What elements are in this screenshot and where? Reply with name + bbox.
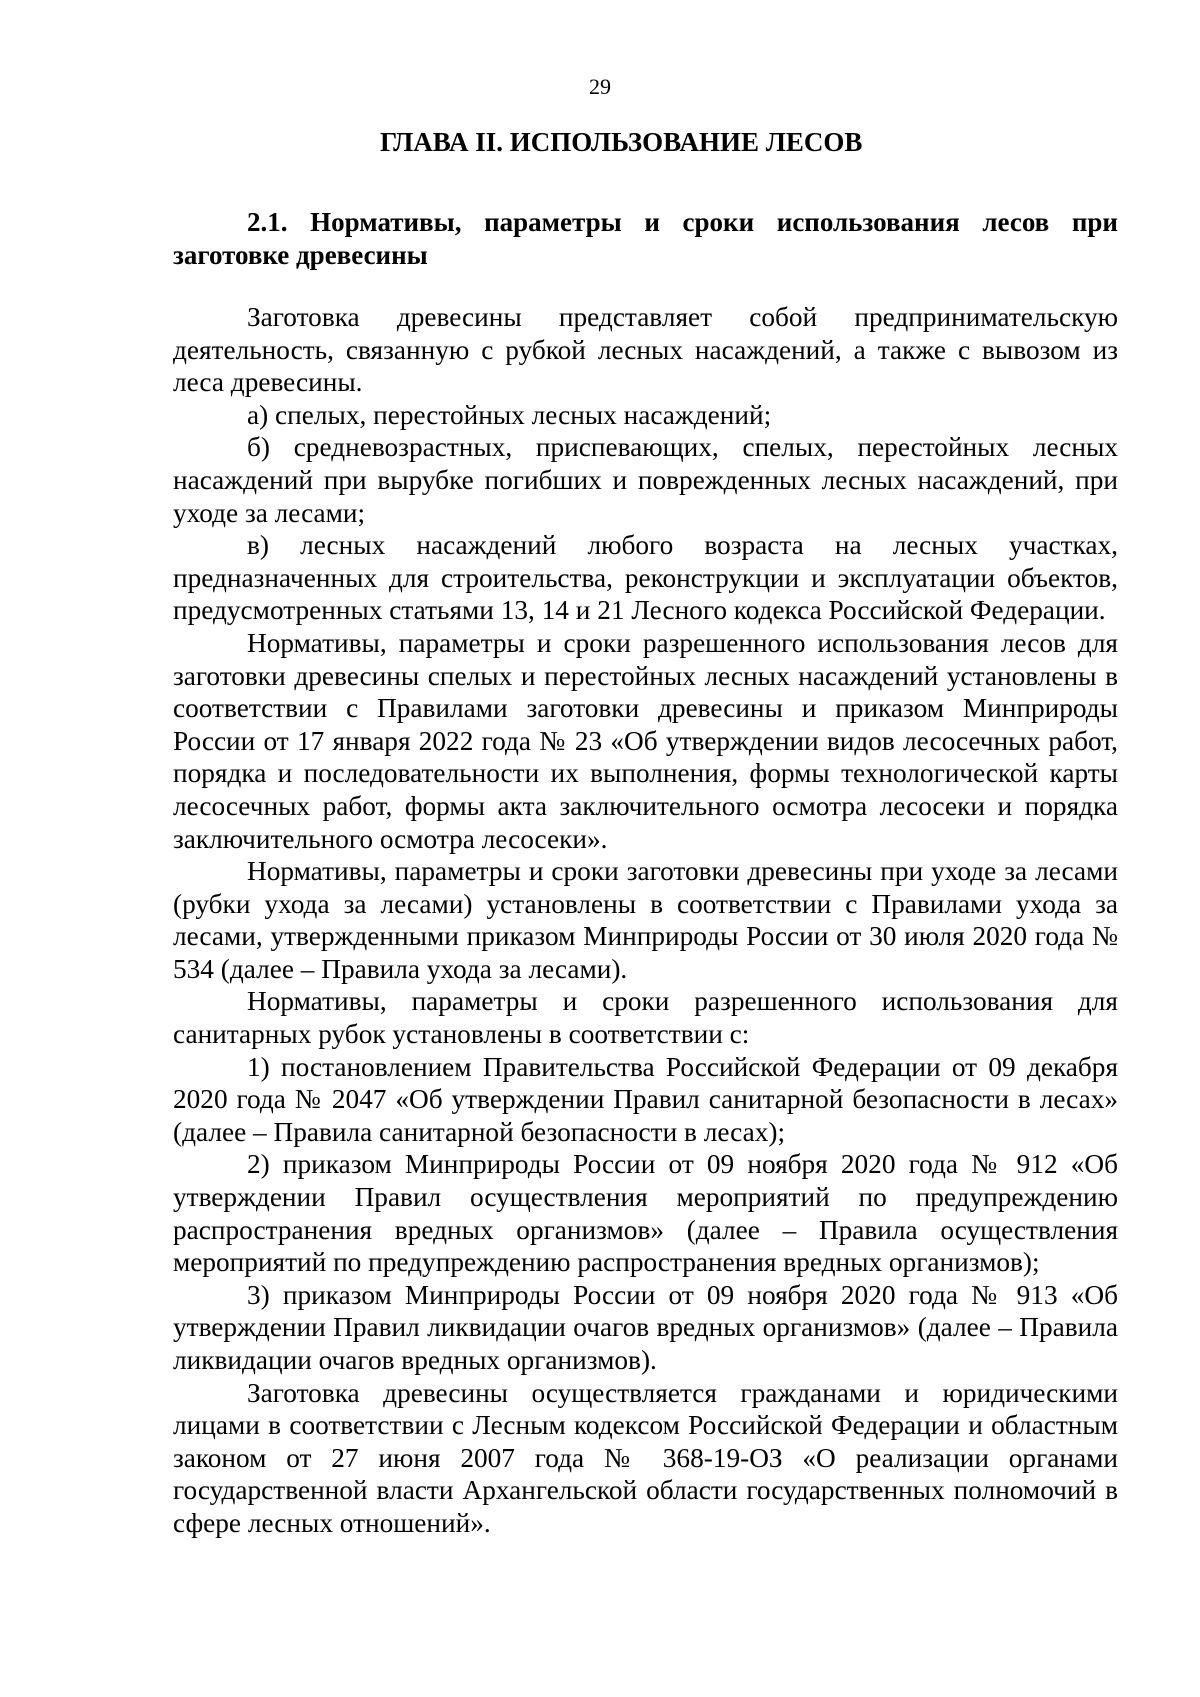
page-number: 29: [589, 74, 611, 99]
paragraph-harvest-norms: Нормативы, параметры и сроки разрешенного использования лесов для заготовки древесины спелых и перестойных лесных насаждений установлены в соответствии с Правилами заготовки древесины и приказом Минприроды России от 17 января 2022 года № 23 «Об утверждении видов лесосечных работ, порядка и последовательности их выполнения, формы технологической карты лесосечных работ, формы акта заключительного осмотра лесосеки и порядка заключительного осмотра лесосеки».: [173, 627, 1118, 854]
paragraph-harvest-actors: Заготовка древесины осуществляется гражданами и юридическими лицами в соответствии с Лесным кодексом Российской Федерации и областным законом от 27 июня 2007 года № 368-19-ОЗ «О реализации органами государственной власти Архангельской области государственных полномочий в сфере лесных отношений».: [173, 1377, 1118, 1538]
paragraph-item-v: в) лесных насаждений любого возраста на лесных участках, предназначенных для строительства, реконструкции и эксплуатации объектов, предусмотренных статьями 13, 14 и 21 Лесного кодекса Российской Федерации.: [173, 530, 1118, 626]
document-body: [173, 206, 1118, 1540]
paragraph-list-item-3: 3) приказом Минприроды России от 09 ноября 2020 года № 913 «Об утверждении Правил ликвидации очагов вредных организмов» (далее – Правила ликвидации очагов вредных организмов).: [173, 1279, 1118, 1375]
section-title: 2.1. Нормативы, параметры и сроки использования лесов при заготовке древесины: [173, 207, 1118, 270]
paragraph-care-norms: Нормативы, параметры и сроки заготовки древесины при уходе за лесами (рубки ухода за лесами) установлены в соответствии с Правилами ухода за лесами, утвержденными приказом Минприроды России от 30 июля 2020 года № 534 (далее – Правила ухода за лесами).: [173, 856, 1118, 984]
paragraph-sanitary-norms: Нормативы, параметры и сроки разрешенного использования для санитарных рубок установлены в соответствии с:: [173, 986, 1118, 1050]
paragraph-item-b: б) средневозрастных, приспевающих, спелых, перестойных лесных насаждений при вырубке погибших и поврежденных лесных насаждений, при уходе за лесами;: [173, 432, 1118, 528]
paragraph-list-item-1: 1) постановлением Правительства Российской Федерации от 09 декабря 2020 года № 2047 «Об утверждении Правил санитарной безопасности в лесах» (далее – Правила санитарной безопасности в лесах);: [173, 1051, 1118, 1147]
chapter-title: ГЛАВА II. ИСПОЛЬЗОВАНИЕ ЛЕСОВ: [380, 127, 863, 157]
paragraph-list-item-2: 2) приказом Минприроды России от 09 ноября 2020 года № 912 «Об утверждении Правил осуществления мероприятий по предупреждению распространения вредных организмов» (далее – Правила осуществления мероприятий по предупреждению распространения вредных организмов);: [173, 1149, 1118, 1278]
paragraph-item-a: а) спелых, перестойных лесных насаждений;: [247, 399, 772, 430]
paragraph-intro: Заготовка древесины представляет собой предпринимательскую деятельность, связанную с рубкой лесных насаждений, а также с вывозом из леса древесины.: [173, 302, 1118, 398]
